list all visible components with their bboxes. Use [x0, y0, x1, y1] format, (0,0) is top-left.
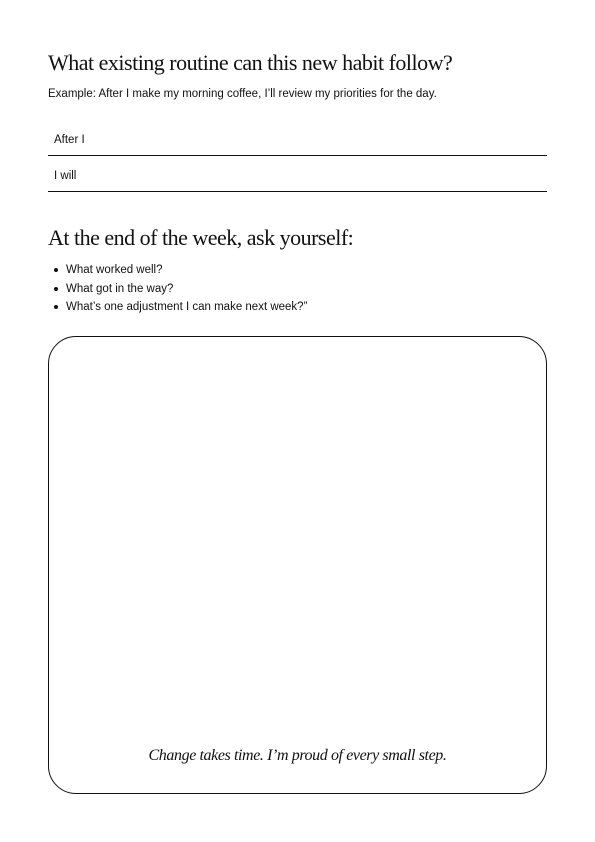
question-item: What’s one adjustment I can make next week?” [48, 298, 307, 317]
question-item: What got in the way? [48, 280, 307, 299]
after-i-field[interactable] [48, 126, 547, 156]
reflection-notes-box[interactable] [48, 336, 547, 794]
i-will-field[interactable] [48, 162, 547, 192]
example-text: Example: After I make my morning coffee, I’ll review my priorities for the day. [48, 88, 437, 100]
question-item: What worked well? [48, 261, 307, 280]
routine-heading: What existing routine can this new habit follow? [48, 50, 453, 75]
i-will-label: I will [54, 170, 77, 182]
weekly-review-heading: At the end of the week, ask yourself: [48, 225, 354, 250]
after-i-label: After I [54, 134, 85, 146]
encouragement-quote: Change takes time. I’m proud of every small step. [148, 747, 447, 764]
reflection-questions-list [48, 261, 307, 317]
